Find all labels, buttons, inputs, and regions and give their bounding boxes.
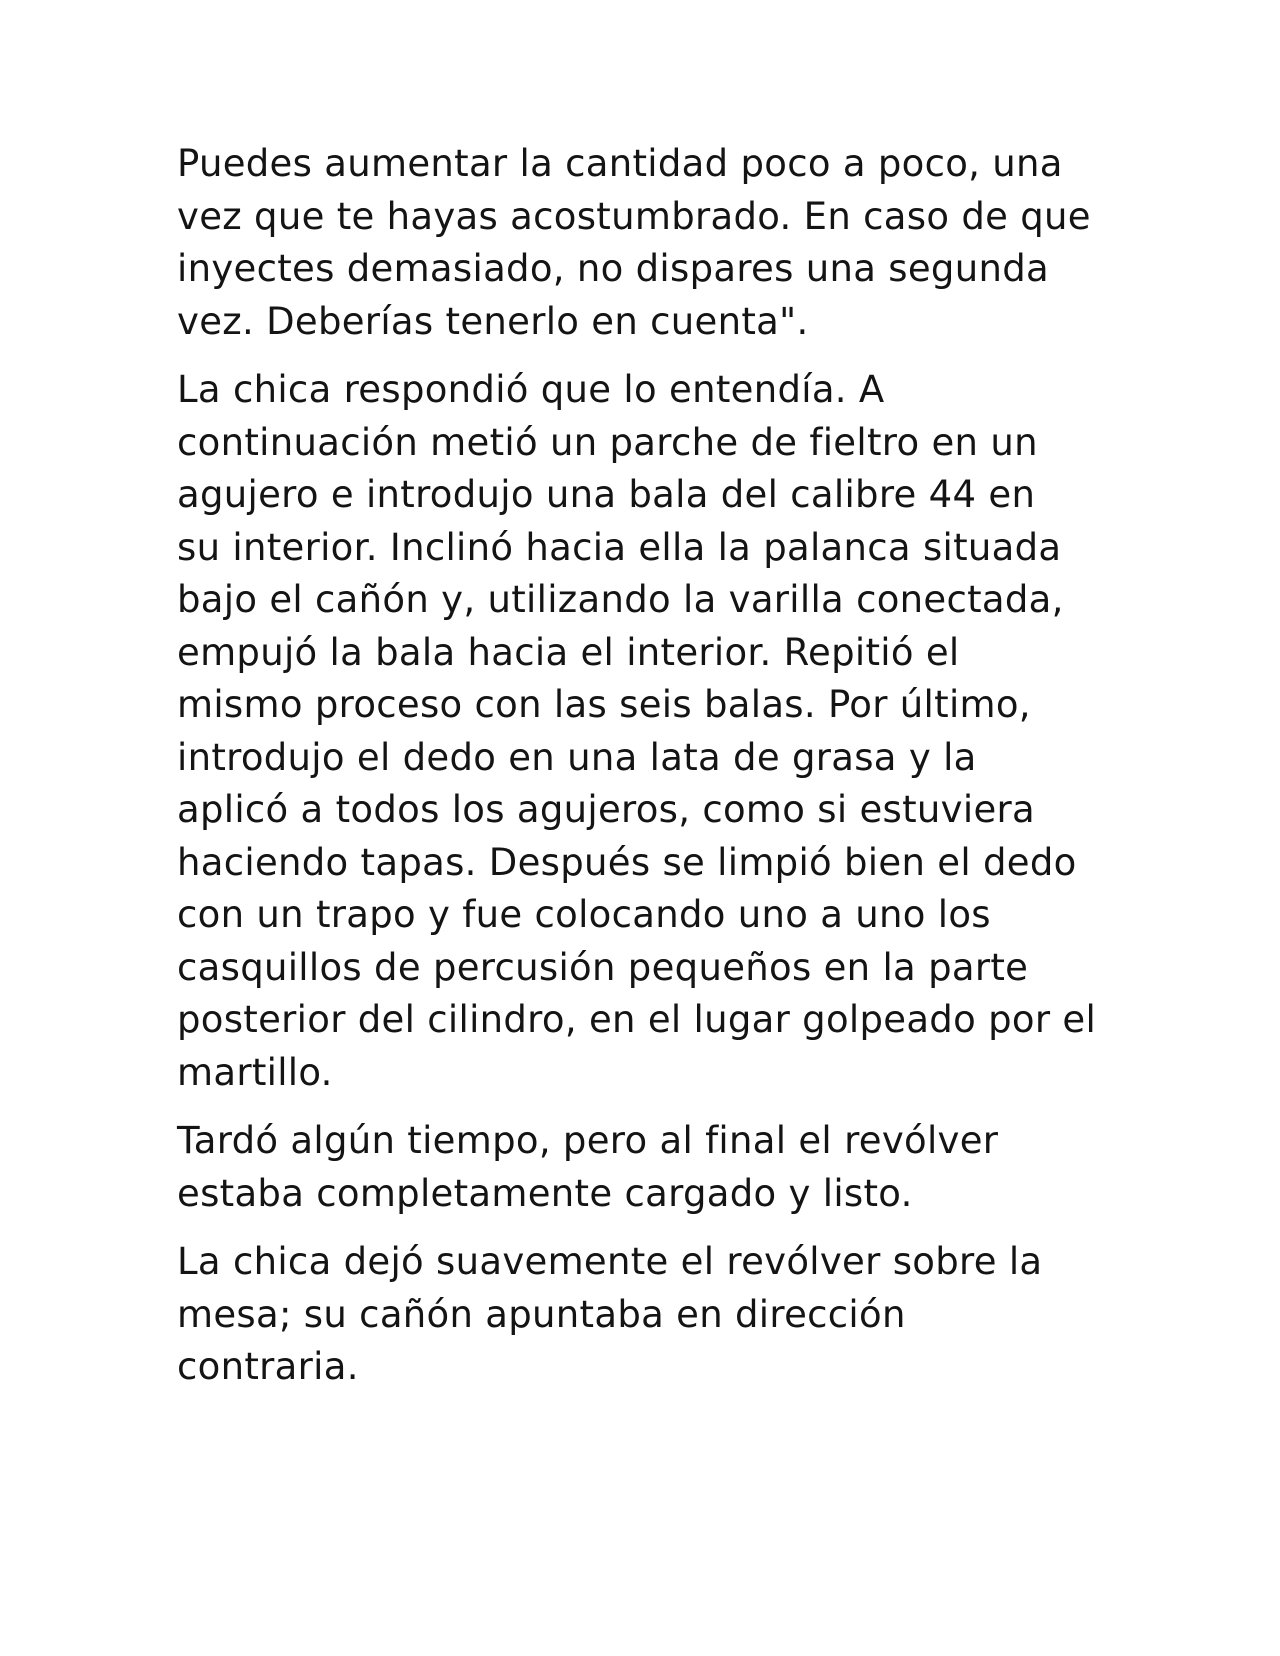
text-line: bajo el cañón y, utilizando la varilla conectada, [177, 578, 1064, 621]
text-line: empujó la bala hacia el interior. Repitió el [177, 630, 960, 674]
text-line: aplicó a todos los agujeros, como si estuviera [177, 788, 1036, 831]
text-line: contraria. [177, 1345, 359, 1388]
paragraph-2 [177, 364, 1117, 1099]
text-line: haciendo tapas. Después se limpió bien el dedo [177, 840, 1077, 884]
text-line: su interior. Inclinó hacia ella la palanca situada [177, 525, 1062, 569]
text-line: La chica respondió que lo entendía. A [177, 368, 885, 411]
text-line: mesa; su cañón apuntaba en dirección [177, 1292, 906, 1336]
text-line: mismo proceso con las seis balas. Por último, [177, 683, 1031, 726]
text-line: estaba completamente cargado y listo. [177, 1171, 913, 1215]
paragraph-4 [177, 1236, 1117, 1394]
text-line: posterior del cilindro, en el lugar golpeado por el [177, 998, 1097, 1041]
text-line: vez que te hayas acostumbrado. En caso de que [177, 194, 1091, 238]
paragraph-1 [177, 138, 1117, 348]
text-line: con un trapo y fue colocando uno a uno los [177, 893, 991, 936]
text-line: Puedes aumentar la cantidad poco a poco, una [177, 142, 1063, 185]
text-line: vez. Deberías tenerlo en cuenta". [177, 299, 809, 343]
text-line: inyectes demasiado, no dispares una segunda [177, 247, 1049, 290]
text-line: La chica dejó suavemente el revólver sobre la [177, 1240, 1043, 1283]
text-line: casquillos de percusión pequeños en la parte [177, 945, 1029, 989]
text-line: martillo. [177, 1050, 333, 1094]
text-line: Tardó algún tiempo, pero al final el revólver [177, 1119, 999, 1162]
text-line: agujero e introdujo una bala del calibre 44 en [177, 473, 1036, 516]
text-line: continuación metió un parche de fieltro en un [177, 420, 1038, 464]
paragraph-3 [177, 1115, 1117, 1220]
document-page [177, 138, 1117, 1410]
text-line: introdujo el dedo en una lata de grasa y la [177, 735, 977, 779]
